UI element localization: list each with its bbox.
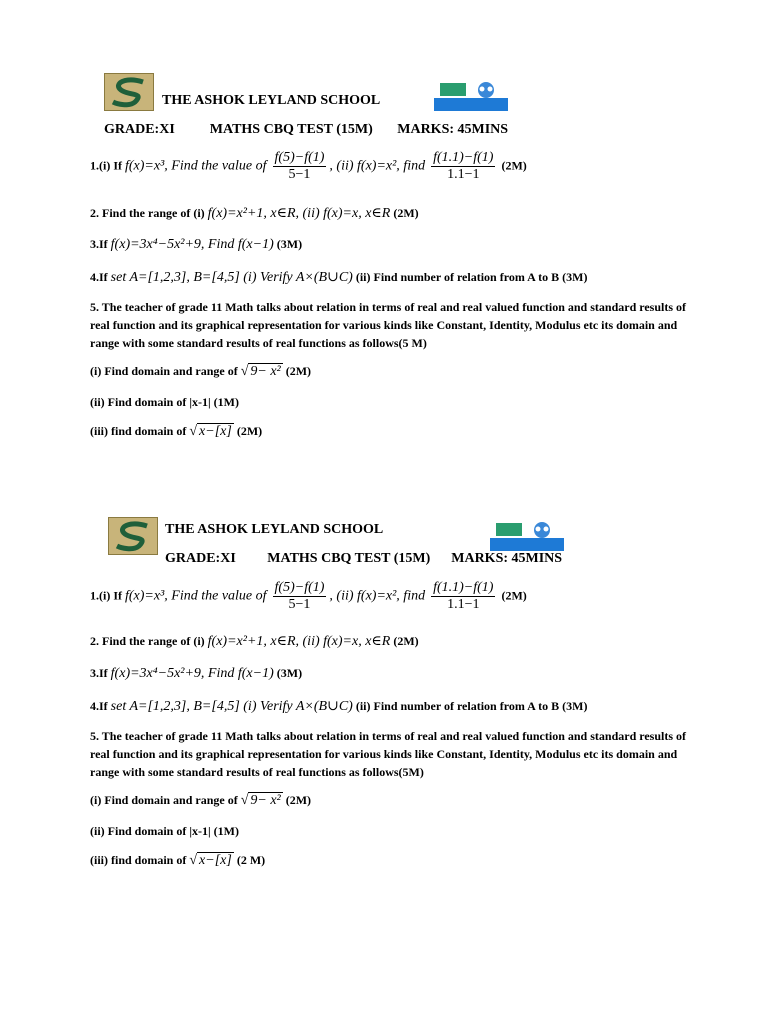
q1-fraction-a-num: f(5)−f(1) [274, 580, 325, 595]
q1-fraction-a-den: 5−1 [288, 597, 311, 612]
q4-prefix: 4.If [90, 699, 108, 713]
q3-math: f(x)=3x⁴−5x²+9, Find f(x−1) [110, 237, 274, 252]
q1-fraction-b-den: 1.1−1 [447, 167, 480, 182]
q5-iii-prefix: (iii) find domain of [90, 853, 187, 867]
q2-marks: (2M) [393, 634, 419, 648]
q4-text: (ii) Find number of relation from A to B (3M) [355, 270, 588, 284]
q1-fraction-b-num: f(1.1)−f(1) [433, 150, 494, 165]
q5-i-radicand: 9− x² [250, 364, 281, 379]
q3-prefix: 3.If [90, 666, 108, 680]
question-5-intro: 5. The teacher of grade 11 Math talks about relation in terms of real and real valued function and standard results of real function and its graphical representation for various kinds like Constant, Identity, Modulus etc its domain and range with some standard results of real functions as follows(5M) [90, 729, 687, 779]
q1-math-b: , (ii) f(x)=x², find [329, 588, 426, 604]
q4-math: set A=[1,2,3], B=[4,5] (i) Verify A×(B∪C) [110, 699, 353, 714]
q2-prefix: 2. Find the range of (i) [90, 634, 205, 648]
q1-fraction-b-num: f(1.1)−f(1) [433, 580, 494, 595]
q2-marks: (2M) [393, 206, 419, 220]
q5-iii-marks: (2M) [236, 424, 263, 438]
grade-label: GRADE:XI [165, 551, 236, 566]
test-title: MATHS CBQ TEST (15M) [267, 551, 431, 566]
question-5-intro: 5. The teacher of grade 11 Math talks about relation in terms of real and real valued function and standard results of real function and its graphical representation for various kinds like Constant, Identity, Modulus etc its domain and range with some standard results of real functions as follows(5 M) [90, 300, 687, 350]
question-1 [90, 580, 527, 613]
q1-fraction-a [273, 580, 327, 613]
test-title: MATHS CBQ TEST (15M) [209, 122, 373, 137]
q3-math: f(x)=3x⁴−5x²+9, Find f(x−1) [110, 666, 274, 681]
q5-i-prefix: (i) Find domain and range of [90, 793, 238, 807]
q3-marks: (3M) [276, 237, 303, 251]
school-logo-image [108, 517, 158, 555]
grade-label: GRADE:XI [104, 122, 175, 137]
question-4 [90, 698, 587, 715]
q5-iii-prefix: (iii) find domain of [90, 424, 187, 438]
school-name: THE ASHOK LEYLAND SCHOOL [162, 93, 381, 108]
q1-fraction-b [431, 580, 495, 613]
square-root-expression: √ x−[x] [189, 424, 232, 439]
q4-prefix: 4.If [90, 270, 108, 284]
question-3 [90, 666, 302, 682]
q5-i-prefix: (i) Find domain and range of [90, 364, 238, 378]
test-header [165, 551, 562, 567]
q1-fraction-b-den: 1.1−1 [447, 597, 480, 612]
q1-marks: (2M) [501, 588, 527, 603]
question-5-ii: (ii) Find domain of |x-1| (1M) [90, 824, 239, 838]
q1-fraction-a-den: 5−1 [288, 167, 311, 182]
q5-i-radicand: 9− x² [250, 793, 281, 808]
q1-math-a: f(x)=x³, Find the value of [125, 588, 267, 604]
q2-math: f(x)=x²+1, x∈R, (ii) f(x)=x, x∈R [207, 634, 391, 649]
q1-prefix: 1.(i) If [90, 158, 122, 173]
question-5-iii [90, 853, 265, 869]
square-root-expression: √ x−[x] [189, 853, 232, 868]
board-badge-image [490, 521, 564, 551]
question-5-i [90, 793, 311, 809]
marks-label: MARKS: 45MINS [451, 551, 563, 566]
square-root-expression: √ 9− x² [240, 793, 281, 808]
marks-label: MARKS: 45MINS [397, 122, 509, 137]
q5-i-marks: (2M) [285, 364, 312, 378]
q5-i-marks: (2M) [285, 793, 312, 807]
q2-math: f(x)=x²+1, x∈R, (ii) f(x)=x, x∈R [207, 206, 391, 221]
q2-prefix: 2. Find the range of (i) [90, 206, 205, 220]
q4-text: (ii) Find number of relation from A to B (3M) [355, 699, 588, 713]
q4-math: set A=[1,2,3], B=[4,5] (i) Verify A×(B∪C) [110, 270, 353, 285]
q1-marks: (2M) [501, 158, 527, 173]
q5-iii-marks: (2 M) [236, 853, 266, 867]
q5-iii-radicand: x−[x] [199, 424, 232, 439]
square-root-expression: √ 9− x² [240, 364, 281, 379]
q1-math-a: f(x)=x³, Find the value of [125, 158, 267, 174]
q3-marks: (3M) [276, 666, 303, 680]
question-2 [90, 633, 419, 650]
question-5-ii: (ii) Find domain of |x-1| (1M) [90, 395, 239, 409]
school-name: THE ASHOK LEYLAND SCHOOL [165, 522, 384, 537]
q5-iii-radicand: x−[x] [199, 853, 232, 868]
q1-prefix: 1.(i) If [90, 588, 122, 603]
q3-prefix: 3.If [90, 237, 108, 251]
q1-math-b: , (ii) f(x)=x², find [329, 158, 426, 174]
q1-fraction-a-num: f(5)−f(1) [274, 150, 325, 165]
